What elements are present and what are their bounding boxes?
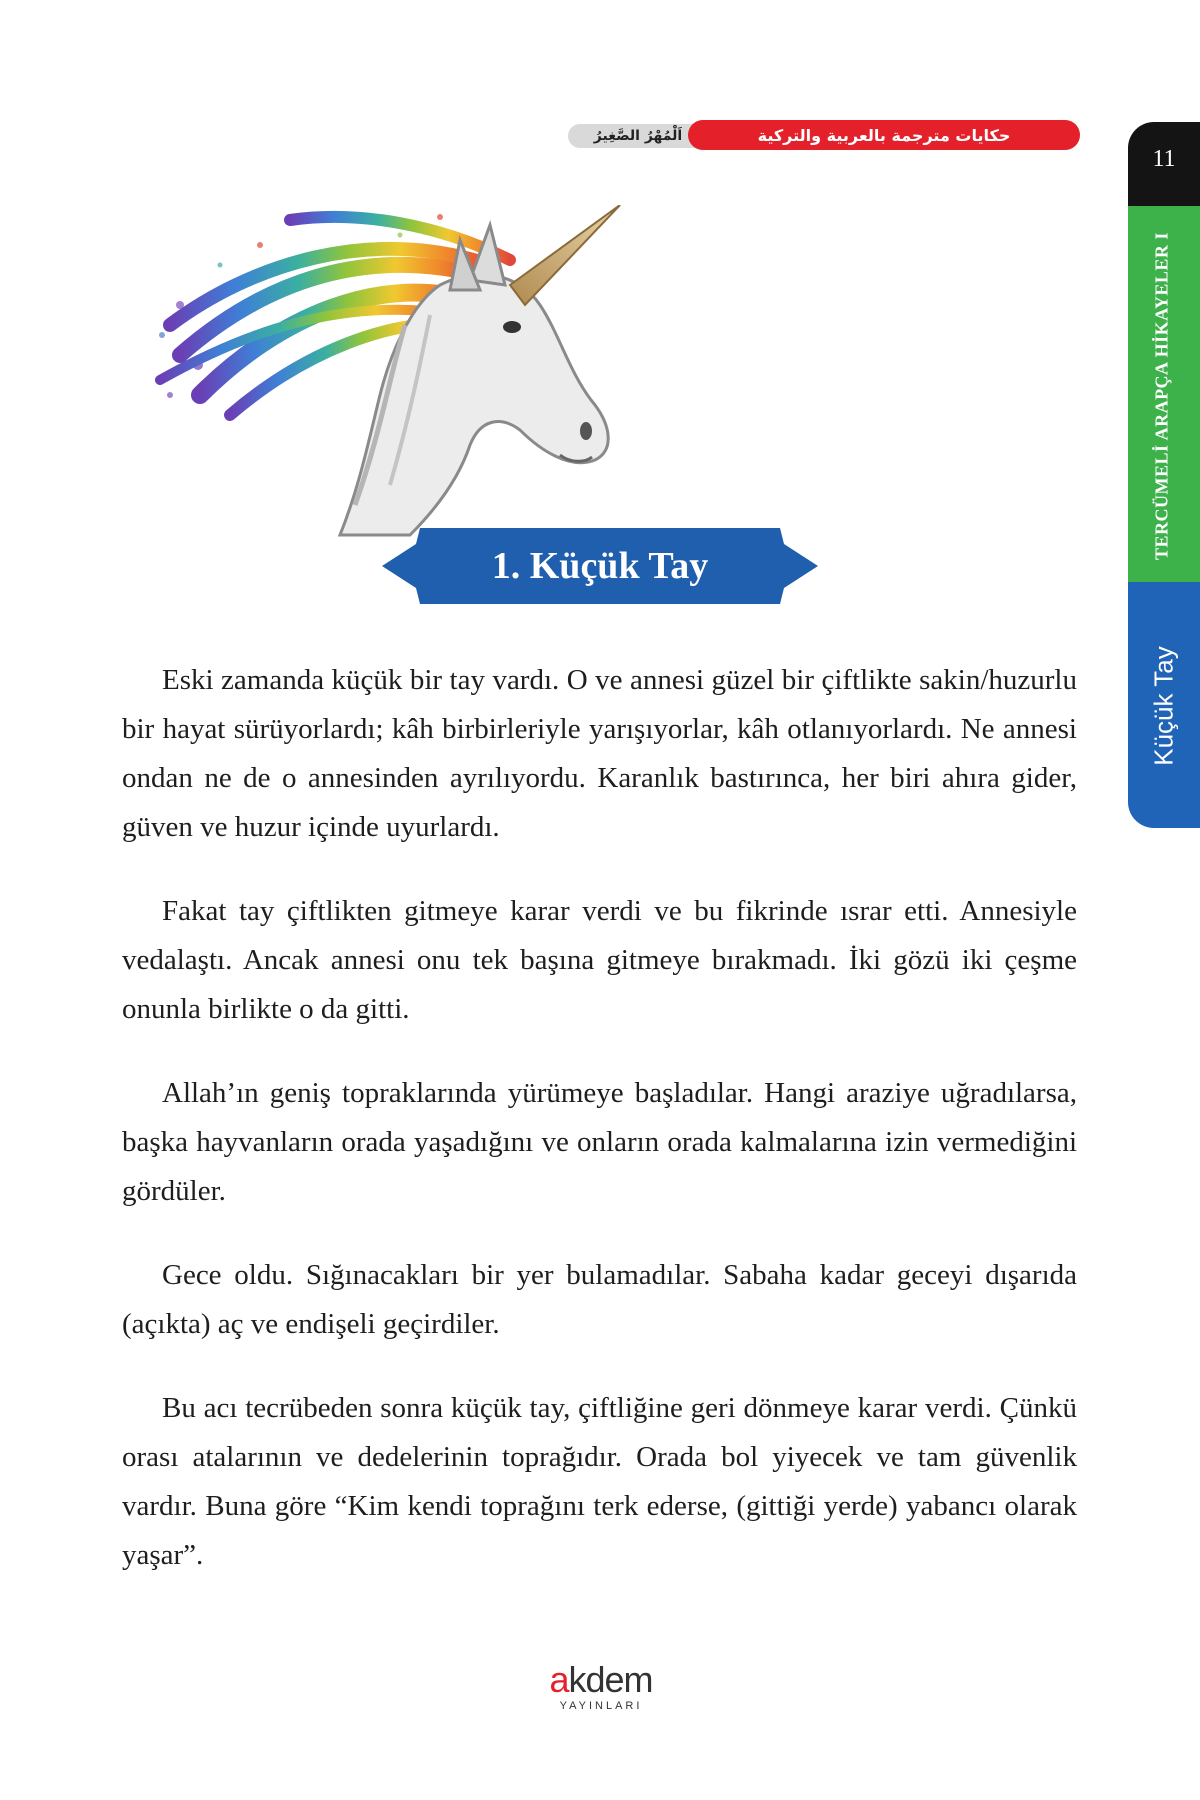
header-arabic-story-title: اَلْمُهْرُ الصَّغِيرُ bbox=[568, 124, 708, 148]
unicorn-eye bbox=[503, 321, 521, 333]
side-tab-chapter-title: Küçük Tay bbox=[1148, 646, 1179, 766]
publisher-name-initial: a bbox=[549, 1659, 569, 1700]
paragraph: Eski zamanda küçük bir tay vardı. O ve annesi güzel bir çiftlikte sakin/huzurlu bir hayat sürüyorlardı; kâh birbirleriyle yarışıyorlar, kâh otlanıyorlardı. Ne annesi ondan ne de o annesinden ayrılıyordu. Karanlık bastırınca, her biri ahıra gider, güven ve huzur içinde uyurlardı. bbox=[122, 664, 1077, 843]
unicorn-illustration bbox=[140, 205, 720, 565]
paragraph: Gece oldu. Sığınacakları bir yer bulamadılar. Sabaha kadar geceyi dışarıda (açıkta) aç ve endişeli geçirdiler. bbox=[122, 1259, 1077, 1340]
publisher-subtitle: YAYINLARI bbox=[559, 1700, 643, 1712]
unicorn-nostril bbox=[580, 422, 592, 440]
unicorn-horn bbox=[510, 205, 620, 305]
story-text bbox=[122, 656, 1077, 1615]
paragraph: Bu acı tecrübeden sonra küçük tay, çiftliğine geri dönmeye karar verdi. Çünkü orası atalarının ve dedelerinin toprağıdır. Orada bol yiyecek ve tam güvenlik vardır. Buna göre “Kim kendi toprağını terk ederse, (gittiği yerde) yabancı olarak yaşar”. bbox=[122, 1392, 1077, 1571]
publisher-name-rest: kdem bbox=[568, 1659, 653, 1700]
page-number: 11 bbox=[1152, 146, 1176, 172]
publisher-logo bbox=[540, 1659, 662, 1712]
chapter-title: 1. Küçük Tay bbox=[491, 545, 709, 587]
publisher-name bbox=[540, 1659, 662, 1700]
paragraph: Fakat tay çiftlikten gitmeye karar verdi ve bu fikrinde ısrar etti. Annesiyle vedalaştı. Ancak annesi onu tek başına gitmeye bırakmadı. İki gözü iki çeşme onunla birlikte o da gitti. bbox=[122, 895, 1077, 1025]
header-arabic-series-title: حكايات مترجمة بالعربية والتركية bbox=[688, 120, 1080, 150]
side-tab-series-title: TERCÜMELİ ARAPÇA HİKAYELER I bbox=[1151, 232, 1172, 560]
paragraph: Allah’ın geniş topraklarında yürümeye başladılar. Hangi araziye uğradılarsa, başka hayvanların orada yaşadığını ve onların orada kalmalarına izin vermediğini gördüler. bbox=[122, 1077, 1077, 1207]
